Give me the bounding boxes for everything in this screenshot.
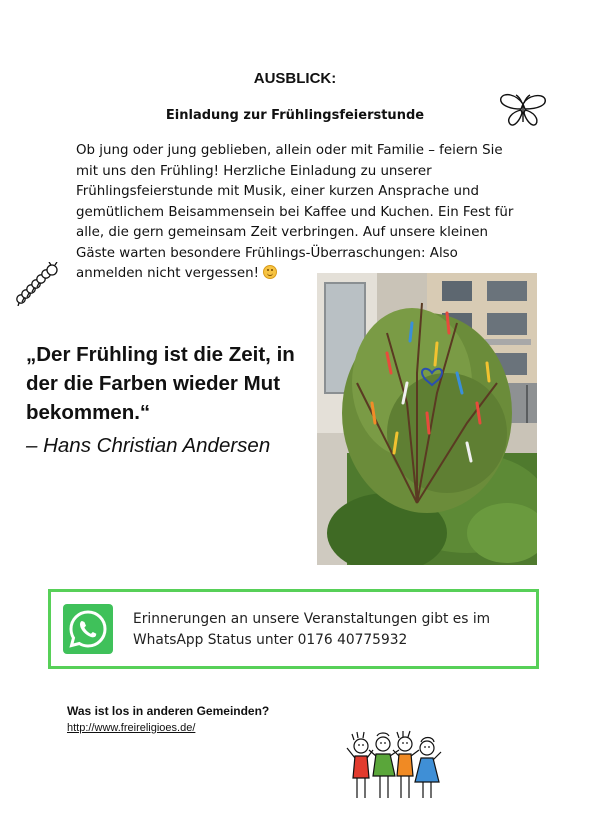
whatsapp-info-text: Erinnerungen an unsere Veranstaltungen gibt es im WhatsApp Status unter 0176 40775932 bbox=[133, 611, 491, 648]
smiling-face-icon bbox=[263, 265, 277, 279]
page-subtitle: Einladung zur Frühlingsfeierstunde bbox=[165, 108, 425, 123]
whatsapp-info-box bbox=[48, 589, 539, 669]
group-of-people-icon bbox=[343, 726, 443, 802]
butterfly-icon bbox=[498, 92, 548, 130]
whatsapp-icon bbox=[63, 604, 113, 654]
caterpillar-icon bbox=[15, 262, 59, 306]
other-communities-link[interactable]: http://www.freireligioes.de/ bbox=[67, 722, 196, 734]
quote-text: „Der Frühling ist die Zeit, in der die Farben wieder Mut bekommen.“ bbox=[26, 343, 295, 424]
quote-author: – Hans Christian Andersen bbox=[26, 434, 271, 457]
intro-paragraph bbox=[76, 141, 521, 285]
intro-text: Ob jung oder jung geblieben, allein oder mit Familie – feiern Sie mit uns den Frühling! Herzliche Einladung zu unserer Frühlingsfeierstunde mit Musik, einer kurzen Ansprache und gemütlichem Beisammensein bei Kaffee und Kuchen. Ein Fest für alle, die gern gemeinsam Zeit verbringen. Auf unsere kleinen Gäste warten besondere Frühlings-Überraschungen: Also anmelden nicht vergessen! bbox=[76, 143, 514, 281]
page-title: AUSBLICK: bbox=[253, 70, 337, 87]
decorated-spring-bush-photo bbox=[317, 273, 537, 565]
other-communities-title: Was ist los in anderen Gemeinden? bbox=[67, 704, 270, 718]
